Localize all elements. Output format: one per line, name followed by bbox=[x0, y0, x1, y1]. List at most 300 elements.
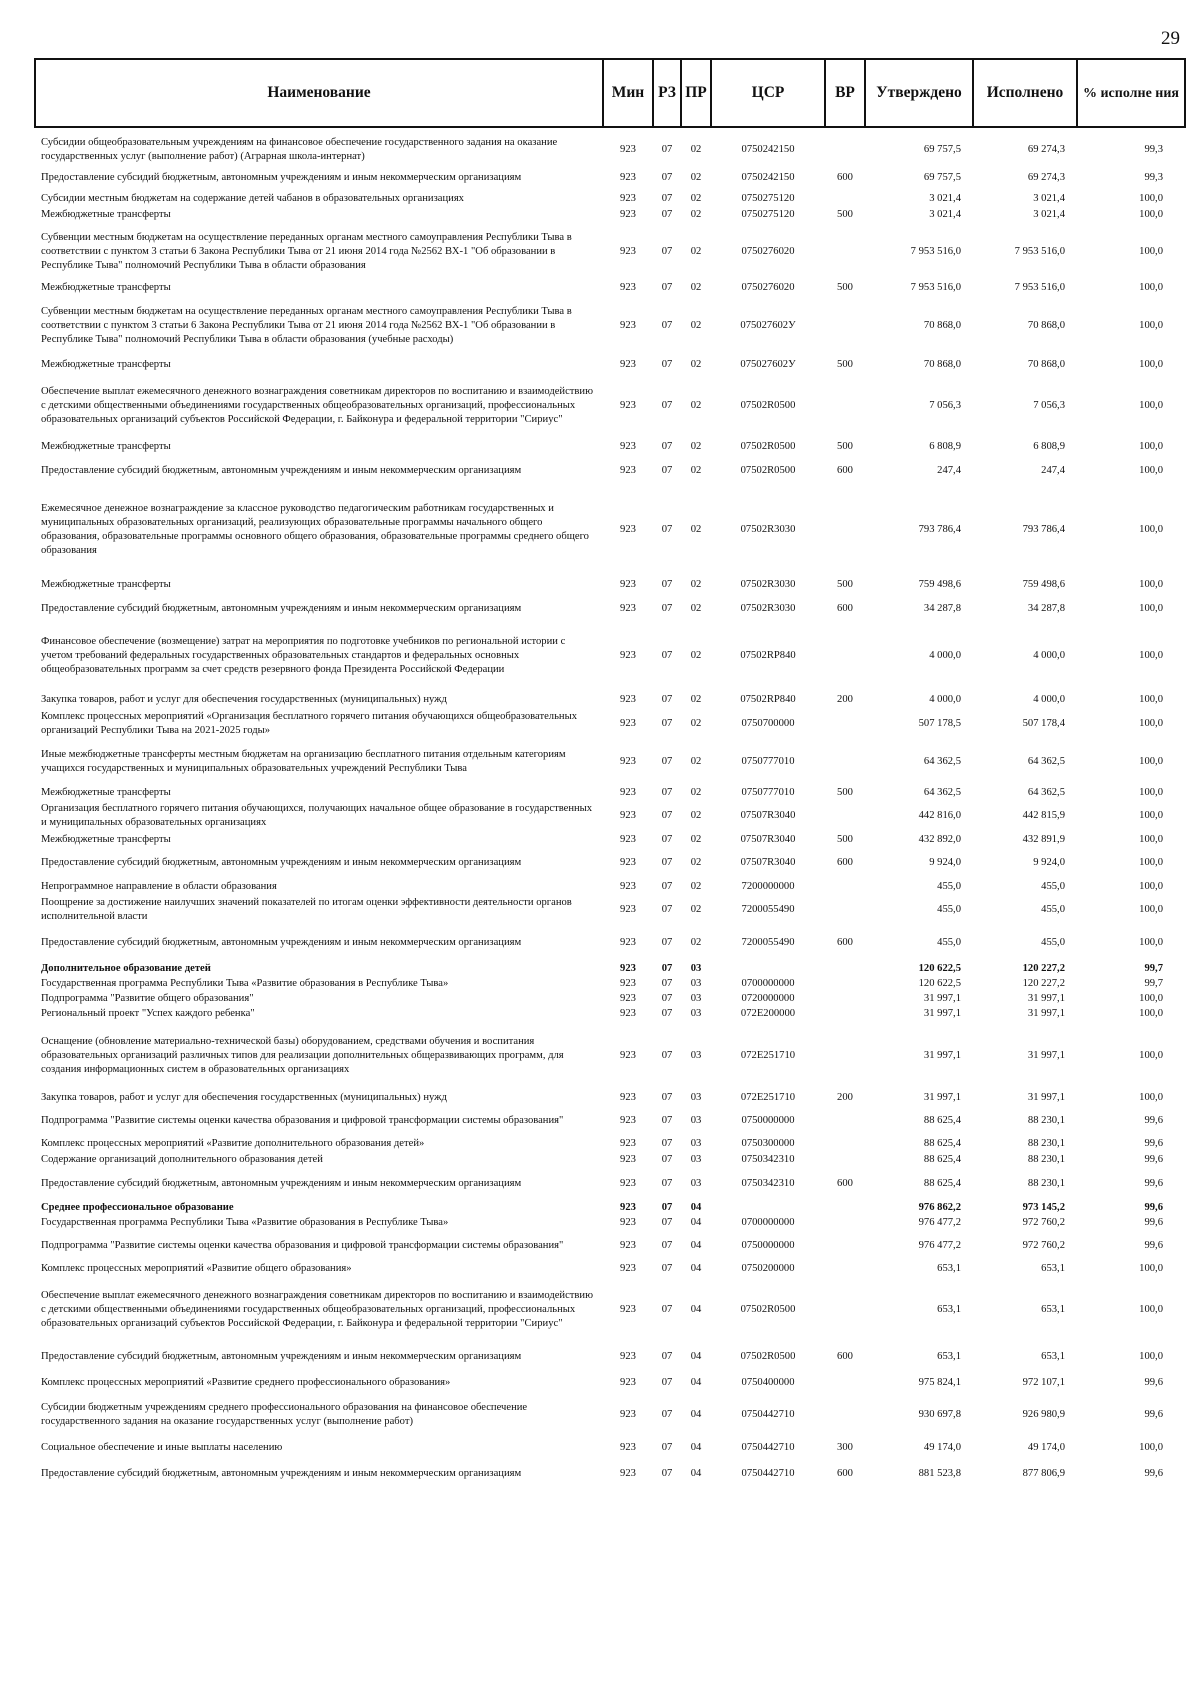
row-pr: 02 bbox=[690, 400, 702, 411]
row-rz: 07 bbox=[661, 441, 673, 452]
row-rz: 07 bbox=[661, 400, 673, 411]
header-pr: ПР bbox=[681, 59, 711, 127]
row-approved: 507 178,5 bbox=[918, 717, 961, 729]
row-percent: 100,0 bbox=[1139, 320, 1163, 331]
row-rz: 07 bbox=[661, 717, 673, 729]
row-percent: 100,0 bbox=[1139, 400, 1163, 411]
table-row bbox=[35, 621, 1185, 691]
table-row bbox=[35, 1022, 1185, 1090]
row-csr: 07502R0500 bbox=[740, 1351, 796, 1362]
row-csr: 0750000000 bbox=[741, 1115, 795, 1126]
row-csr: 0750700000 bbox=[741, 717, 795, 729]
row-min: 923 bbox=[620, 1217, 636, 1228]
row-approved: 455,0 bbox=[937, 937, 961, 948]
row-vr bbox=[825, 296, 865, 356]
row-min: 923 bbox=[620, 209, 636, 220]
row-vr: 500 bbox=[837, 833, 853, 845]
row-executed: 7 953 516,0 bbox=[1014, 282, 1065, 293]
table-row bbox=[35, 1231, 1185, 1261]
row-vr: 500 bbox=[837, 209, 853, 220]
row-csr: 0750276020 bbox=[741, 246, 795, 257]
row-executed: 9 924,0 bbox=[1033, 857, 1065, 868]
row-min: 923 bbox=[620, 693, 636, 705]
table-header bbox=[35, 59, 1185, 127]
row-pr: 04 bbox=[690, 1351, 702, 1362]
table-row bbox=[35, 848, 1185, 878]
row-min: 923 bbox=[620, 320, 636, 331]
row-csr: 072E200000 bbox=[740, 1008, 796, 1019]
row-percent: 99,6 bbox=[1144, 1201, 1163, 1213]
row-csr: 0750400000 bbox=[741, 1377, 795, 1388]
row-rz: 07 bbox=[661, 1050, 673, 1061]
row-rz: 07 bbox=[661, 143, 673, 155]
table-row bbox=[35, 356, 1185, 373]
table-row bbox=[35, 373, 1185, 439]
row-name: Предоставление субсидий бюджетным, автономным учреждениям и иным некоммерческим организациям bbox=[41, 857, 522, 868]
table-row bbox=[35, 708, 1185, 739]
row-rz: 07 bbox=[661, 358, 673, 370]
row-executed: 455,0 bbox=[1041, 937, 1065, 948]
row-name: Межбюджетные трансферты bbox=[41, 441, 171, 452]
row-percent: 100,0 bbox=[1139, 786, 1163, 798]
row-executed: 973 145,2 bbox=[1022, 1201, 1065, 1213]
row-min: 923 bbox=[620, 977, 636, 989]
row-rz: 07 bbox=[661, 1240, 673, 1251]
row-pr: 02 bbox=[690, 579, 702, 590]
row-approved: 69 757,5 bbox=[923, 172, 961, 183]
row-approved: 976 477,2 bbox=[918, 1240, 961, 1251]
row-name: Дополнительное образование детей bbox=[41, 962, 211, 974]
row-name: Предоставление субсидий бюджетным, автономным учреждениям и иным некоммерческим организациям bbox=[41, 603, 522, 614]
row-executed: 88 230,1 bbox=[1027, 1137, 1065, 1149]
row-executed: 31 997,1 bbox=[1027, 1050, 1065, 1061]
row-csr: 07502R0500 bbox=[740, 441, 796, 452]
row-percent: 100,0 bbox=[1139, 650, 1163, 661]
row-rz: 07 bbox=[661, 209, 673, 220]
row-executed: 432 891,9 bbox=[1022, 833, 1065, 845]
row-name: Ежемесячное денежное вознаграждение за классное руководство педагогическим работникам государственных и муниципальных образовательных организаций, реализующих образовательные программы начального общего образования, образовательные программы основного общего образования, образовательные программы среднего общего образования bbox=[41, 503, 589, 556]
row-vr bbox=[825, 191, 865, 206]
row-csr: 07507R3040 bbox=[740, 833, 796, 845]
row-approved: 930 697,8 bbox=[918, 1409, 961, 1420]
row-pr: 02 bbox=[690, 603, 702, 614]
row-pr: 03 bbox=[690, 1137, 702, 1149]
row-pr: 02 bbox=[690, 810, 702, 821]
row-min: 923 bbox=[620, 880, 636, 892]
row-approved: 975 824,1 bbox=[918, 1377, 961, 1388]
row-name: Закупка товаров, работ и услуг для обеспечения государственных (муниципальных) нужд bbox=[41, 1092, 447, 1103]
row-name: Подпрограмма "Развитие общего образования" bbox=[41, 992, 254, 1004]
row-min: 923 bbox=[620, 810, 636, 821]
table-row bbox=[35, 895, 1185, 925]
row-percent: 100,0 bbox=[1139, 441, 1163, 452]
row-approved: 88 625,4 bbox=[923, 1115, 961, 1126]
row-percent: 100,0 bbox=[1139, 465, 1163, 476]
table-row bbox=[35, 224, 1185, 280]
row-name: Межбюджетные трансферты bbox=[41, 579, 171, 590]
row-pr: 02 bbox=[690, 192, 702, 204]
table-row bbox=[35, 961, 1185, 976]
row-rz: 07 bbox=[661, 603, 673, 614]
table-row bbox=[35, 280, 1185, 296]
table-row bbox=[35, 1461, 1185, 1487]
row-name: Подпрограмма "Развитие системы оценки качества образования и цифровой трансформации системы образования" bbox=[41, 1240, 564, 1251]
table-row bbox=[35, 1215, 1185, 1231]
row-pr: 03 bbox=[690, 1153, 702, 1165]
table-row bbox=[35, 1136, 1185, 1151]
row-executed: 972 760,2 bbox=[1022, 1240, 1065, 1251]
row-pr: 02 bbox=[690, 358, 702, 370]
row-name: Межбюджетные трансферты bbox=[41, 358, 171, 370]
row-min: 923 bbox=[620, 833, 636, 845]
row-csr: 0750442710 bbox=[741, 1442, 795, 1453]
row-executed: 31 997,1 bbox=[1027, 1008, 1065, 1019]
row-pr: 02 bbox=[690, 465, 702, 476]
row-approved: 976 477,2 bbox=[918, 1217, 961, 1228]
row-rz: 07 bbox=[661, 1201, 673, 1213]
row-min: 923 bbox=[620, 172, 636, 183]
row-min: 923 bbox=[620, 282, 636, 293]
row-vr: 600 bbox=[837, 937, 853, 948]
row-pr: 03 bbox=[690, 962, 702, 974]
row-min: 923 bbox=[620, 1468, 636, 1479]
row-approved: 7 953 516,0 bbox=[910, 246, 961, 257]
row-name: Предоставление субсидий бюджетным, автономным учреждениям и иным некоммерческим организациям bbox=[41, 465, 522, 476]
row-name: Межбюджетные трансферты bbox=[41, 833, 171, 845]
row-pr: 03 bbox=[690, 992, 702, 1004]
table-row bbox=[35, 1395, 1185, 1435]
row-rz: 07 bbox=[661, 833, 673, 845]
row-approved: 881 523,8 bbox=[918, 1468, 961, 1479]
row-name: Комплекс процессных мероприятий «Развитие общего образования» bbox=[41, 1263, 352, 1274]
row-approved: 69 757,5 bbox=[923, 143, 961, 155]
row-percent: 100,0 bbox=[1139, 880, 1163, 892]
row-approved: 120 622,5 bbox=[918, 977, 961, 989]
row-csr: 07502R3030 bbox=[740, 603, 796, 614]
row-percent: 100,0 bbox=[1139, 579, 1163, 590]
row-percent: 100,0 bbox=[1139, 358, 1163, 370]
row-executed: 4 000,0 bbox=[1033, 693, 1065, 705]
row-min: 923 bbox=[620, 1442, 636, 1453]
header-executed: Исполнено bbox=[973, 59, 1077, 127]
row-percent: 100,0 bbox=[1139, 857, 1163, 868]
row-csr: 075027602У bbox=[740, 358, 796, 370]
row-pr: 04 bbox=[690, 1442, 702, 1453]
row-min: 923 bbox=[620, 755, 636, 767]
row-executed: 49 174,0 bbox=[1027, 1442, 1065, 1453]
row-min: 923 bbox=[620, 579, 636, 590]
row-csr: 07502R0500 bbox=[740, 465, 796, 476]
row-name: Субсидии общеобразовательным учреждениям на финансовое обеспечение государственного задания на оказание государственных услуг (выполнение работ) (Аграрная школа-интернат) bbox=[41, 136, 558, 162]
row-csr: 07502R0500 bbox=[740, 1304, 796, 1315]
row-executed: 31 997,1 bbox=[1027, 992, 1065, 1004]
row-name: Государственная программа Республики Тыва «Развитие образования в Республике Тыва» bbox=[41, 1217, 449, 1228]
row-executed: 455,0 bbox=[1041, 880, 1065, 892]
row-rz: 07 bbox=[661, 1263, 673, 1274]
row-percent: 99,3 bbox=[1144, 143, 1163, 155]
row-vr bbox=[825, 895, 865, 925]
row-approved: 70 868,0 bbox=[923, 320, 961, 331]
row-csr: 0750200000 bbox=[741, 1263, 795, 1274]
row-pr: 02 bbox=[690, 209, 702, 220]
row-approved: 247,4 bbox=[937, 465, 961, 476]
row-csr: 075027602У bbox=[740, 320, 796, 331]
row-name: Социальное обеспечение и иные выплаты населению bbox=[41, 1442, 283, 1453]
row-rz: 07 bbox=[661, 320, 673, 331]
table-row bbox=[35, 691, 1185, 708]
row-min: 923 bbox=[620, 1178, 636, 1189]
row-name: Комплекс процессных мероприятий «Организация бесплатного горячего питания обучающихся общеобразовательных организаций Республики Тыва на 2021-2025 годы» bbox=[41, 710, 577, 736]
row-name: Обеспечение выплат ежемесячного денежного вознаграждения советникам директоров по воспитанию и взаимодействию с детскими общественными объединениями государственных общеобразовательных организаций, профессиональных образовательных организаций субъектов Российской Федерации, г. Байконура и федеральной территории "Сириус" bbox=[41, 1290, 594, 1329]
row-approved: 6 808,9 bbox=[929, 441, 961, 452]
row-csr bbox=[711, 1200, 825, 1215]
row-percent: 99,6 bbox=[1144, 1240, 1163, 1251]
row-rz: 07 bbox=[661, 786, 673, 798]
row-rz: 07 bbox=[661, 962, 673, 974]
row-approved: 70 868,0 bbox=[923, 358, 961, 370]
row-approved: 976 862,2 bbox=[918, 1201, 961, 1213]
page-number: 29 bbox=[1161, 28, 1180, 49]
row-vr bbox=[825, 1395, 865, 1435]
row-csr: 072E251710 bbox=[740, 1092, 796, 1103]
header-vr: ВР bbox=[825, 59, 865, 127]
row-executed: 653,1 bbox=[1041, 1304, 1065, 1315]
row-vr bbox=[825, 739, 865, 784]
row-pr: 02 bbox=[690, 172, 702, 183]
table-row bbox=[35, 801, 1185, 831]
row-pr: 04 bbox=[690, 1240, 702, 1251]
row-pr: 02 bbox=[690, 755, 702, 767]
row-vr bbox=[825, 1215, 865, 1231]
row-approved: 31 997,1 bbox=[923, 992, 961, 1004]
row-approved: 442 816,0 bbox=[918, 810, 961, 821]
row-approved: 7 056,3 bbox=[929, 400, 961, 411]
row-vr bbox=[825, 1006, 865, 1022]
row-vr: 600 bbox=[837, 1178, 853, 1189]
row-percent: 100,0 bbox=[1139, 1351, 1163, 1362]
row-pr: 02 bbox=[690, 441, 702, 452]
row-percent: 100,0 bbox=[1139, 1092, 1163, 1103]
row-approved: 88 625,4 bbox=[923, 1137, 961, 1149]
row-approved: 120 622,5 bbox=[918, 962, 961, 974]
table-row bbox=[35, 878, 1185, 895]
row-rz: 07 bbox=[661, 1377, 673, 1388]
table-row bbox=[35, 739, 1185, 784]
row-min: 923 bbox=[620, 992, 636, 1004]
row-name: Непрограммное направление в области образования bbox=[41, 880, 277, 892]
row-approved: 455,0 bbox=[937, 880, 961, 892]
row-vr bbox=[825, 1277, 865, 1343]
row-min: 923 bbox=[620, 937, 636, 948]
table-row bbox=[35, 991, 1185, 1006]
row-min: 923 bbox=[620, 400, 636, 411]
table-row bbox=[35, 127, 1185, 165]
row-name: Оснащение (обновление материально-технической базы) оборудованием, средствами обучения и воспитания образовательных организаций различных типов для реализации дополнительных общеразвивающих программ, для создания информационных систем в образовательных организациях bbox=[41, 1036, 564, 1075]
row-name: Комплекс процессных мероприятий «Развитие дополнительного образования детей» bbox=[41, 1137, 425, 1149]
row-rz: 07 bbox=[661, 579, 673, 590]
row-vr bbox=[825, 127, 865, 165]
row-min: 923 bbox=[620, 1377, 636, 1388]
row-approved: 88 625,4 bbox=[923, 1178, 961, 1189]
row-pr: 02 bbox=[690, 320, 702, 331]
table-row bbox=[35, 925, 1185, 961]
row-executed: 4 000,0 bbox=[1033, 650, 1065, 661]
row-vr bbox=[825, 1200, 865, 1215]
row-min: 923 bbox=[620, 441, 636, 452]
row-name: Государственная программа Республики Тыва «Развитие образования в Республике Тыва» bbox=[41, 977, 449, 989]
row-percent: 100,0 bbox=[1139, 192, 1163, 204]
row-executed: 120 227,2 bbox=[1022, 977, 1065, 989]
row-vr: 200 bbox=[837, 693, 853, 705]
row-approved: 31 997,1 bbox=[923, 1092, 961, 1103]
row-rz: 07 bbox=[661, 524, 673, 535]
row-rz: 07 bbox=[661, 1137, 673, 1149]
row-percent: 99,7 bbox=[1144, 977, 1163, 989]
row-vr: 600 bbox=[837, 172, 853, 183]
row-pr: 04 bbox=[690, 1468, 702, 1479]
row-min: 923 bbox=[620, 192, 636, 204]
row-executed: 69 274,3 bbox=[1027, 143, 1065, 155]
header-name: Наименование bbox=[35, 59, 603, 127]
row-min: 923 bbox=[620, 962, 636, 974]
row-vr bbox=[825, 1371, 865, 1395]
row-rz: 07 bbox=[661, 1217, 673, 1228]
row-name: Предоставление субсидий бюджетным, автономным учреждениям и иным некоммерческим организациям bbox=[41, 937, 522, 948]
row-executed: 442 815,9 bbox=[1022, 810, 1065, 821]
row-executed: 877 806,9 bbox=[1022, 1468, 1065, 1479]
row-name: Межбюджетные трансферты bbox=[41, 282, 171, 293]
row-percent: 100,0 bbox=[1139, 717, 1163, 729]
row-vr bbox=[825, 1022, 865, 1090]
row-min: 923 bbox=[620, 1304, 636, 1315]
table-row bbox=[35, 1200, 1185, 1215]
row-name: Закупка товаров, работ и услуг для обеспечения государственных (муниципальных) нужд bbox=[41, 693, 447, 705]
row-approved: 34 287,8 bbox=[923, 603, 961, 614]
row-percent: 100,0 bbox=[1139, 282, 1163, 293]
row-executed: 926 980,9 bbox=[1022, 1409, 1065, 1420]
row-percent: 99,6 bbox=[1144, 1115, 1163, 1126]
row-vr bbox=[825, 224, 865, 280]
row-name: Субсидии бюджетным учреждениям среднего профессионального образования на финансовое обеспечение государственного задания на оказание государственных услуг (выполнение работ) bbox=[41, 1402, 528, 1427]
row-vr: 600 bbox=[837, 603, 853, 614]
row-executed: 88 230,1 bbox=[1027, 1115, 1065, 1126]
row-vr bbox=[825, 1106, 865, 1136]
row-csr: 0750242150 bbox=[741, 143, 795, 155]
row-vr bbox=[825, 621, 865, 691]
row-name: Предоставление субсидий бюджетным, автономным учреждениям и иным некоммерческим организациям bbox=[41, 1351, 522, 1362]
row-csr: 0750276020 bbox=[741, 282, 795, 293]
table-row bbox=[35, 165, 1185, 191]
row-pr: 02 bbox=[690, 786, 702, 798]
row-percent: 99,6 bbox=[1144, 1217, 1163, 1228]
header-approved: Утверждено bbox=[865, 59, 973, 127]
row-vr bbox=[825, 976, 865, 991]
row-executed: 31 997,1 bbox=[1027, 1092, 1065, 1103]
row-vr: 600 bbox=[837, 1351, 853, 1362]
row-min: 923 bbox=[620, 717, 636, 729]
row-pr: 04 bbox=[690, 1217, 702, 1228]
row-name: Комплекс процессных мероприятий «Развитие среднего профессионального образования» bbox=[41, 1377, 451, 1388]
row-vr bbox=[825, 1136, 865, 1151]
row-approved: 4 000,0 bbox=[929, 693, 961, 705]
row-vr: 200 bbox=[837, 1092, 853, 1103]
table-row bbox=[35, 573, 1185, 597]
row-percent: 100,0 bbox=[1139, 524, 1163, 535]
row-approved: 88 625,4 bbox=[923, 1153, 961, 1165]
row-executed: 69 274,3 bbox=[1027, 172, 1065, 183]
row-rz: 07 bbox=[661, 992, 673, 1004]
row-name: Организация бесплатного горячего питания обучающихся, получающих начальное общее образование в государственных и муниципальных образовательных организациях bbox=[41, 803, 593, 828]
row-min: 923 bbox=[620, 524, 636, 535]
row-rz: 07 bbox=[661, 755, 673, 767]
row-percent: 100,0 bbox=[1139, 603, 1163, 614]
row-rz: 07 bbox=[661, 810, 673, 821]
row-vr bbox=[825, 878, 865, 895]
row-approved: 31 997,1 bbox=[923, 1008, 961, 1019]
table-row bbox=[35, 191, 1185, 206]
row-pr: 03 bbox=[690, 1092, 702, 1103]
row-vr bbox=[825, 1151, 865, 1168]
row-csr: 0750300000 bbox=[741, 1137, 795, 1149]
row-percent: 100,0 bbox=[1139, 1263, 1163, 1274]
row-csr: 07502R3030 bbox=[740, 524, 796, 535]
row-executed: 6 808,9 bbox=[1033, 441, 1065, 452]
row-pr: 02 bbox=[690, 937, 702, 948]
row-vr bbox=[825, 487, 865, 573]
row-percent: 100,0 bbox=[1139, 810, 1163, 821]
row-min: 923 bbox=[620, 358, 636, 370]
row-vr bbox=[825, 1261, 865, 1277]
row-executed: 3 021,4 bbox=[1033, 192, 1065, 204]
row-pr: 02 bbox=[690, 143, 702, 155]
row-approved: 9 924,0 bbox=[929, 857, 961, 868]
table-row bbox=[35, 1435, 1185, 1461]
row-name: Обеспечение выплат ежемесячного денежного вознаграждения советникам директоров по воспитанию и взаимодействию с детскими общественными объединениями государственных общеобразовательных организаций, профессиональных образовательных организаций субъектов Российской Федерации, г. Байконура и федеральной территории "Сириус" bbox=[41, 386, 594, 425]
table-row bbox=[35, 1106, 1185, 1136]
row-csr: 0750342310 bbox=[741, 1178, 795, 1189]
table-row bbox=[35, 1168, 1185, 1200]
table-row bbox=[35, 206, 1185, 224]
row-approved: 759 498,6 bbox=[918, 579, 961, 590]
row-name: Финансовое обеспечение (возмещение) затрат на мероприятия по подготовке учебников по региональной истории с учетом требований федеральных государственных образовательных стандартов и федеральных основных общеобразовательных программ за счет средств резервного фонда Президента Российской Федерации bbox=[41, 636, 566, 675]
row-rz: 07 bbox=[661, 1115, 673, 1126]
row-executed: 64 362,5 bbox=[1027, 755, 1065, 767]
row-csr: 0720000000 bbox=[741, 992, 795, 1004]
row-executed: 7 056,3 bbox=[1033, 400, 1065, 411]
row-min: 923 bbox=[620, 1263, 636, 1274]
row-rz: 07 bbox=[661, 282, 673, 293]
row-min: 923 bbox=[620, 1008, 636, 1019]
row-min: 923 bbox=[620, 1409, 636, 1420]
row-executed: 972 760,2 bbox=[1022, 1217, 1065, 1228]
row-min: 923 bbox=[620, 1092, 636, 1103]
row-percent: 99,3 bbox=[1144, 172, 1163, 183]
row-name: Субвенции местным бюджетам на осуществление переданных органам местного самоуправления Республики Тыва в соответствии с пунктом 3 статьи 6 Закона Республики Тыва от 21 июня 2014 года №2562 ВХ-1 "Об образовании в Республике Тыва" полномочий Республики Тыва в области образования (учебные расходы) bbox=[41, 306, 572, 345]
row-percent: 99,6 bbox=[1144, 1409, 1163, 1420]
row-approved: 653,1 bbox=[937, 1263, 961, 1274]
row-csr: 7200055490 bbox=[741, 937, 795, 948]
row-min: 923 bbox=[620, 1137, 636, 1149]
row-csr: 07507R3040 bbox=[740, 810, 796, 821]
row-name: Содержание организаций дополнительного образования детей bbox=[41, 1153, 323, 1165]
table-row bbox=[35, 597, 1185, 621]
row-name: Региональный проект "Успех каждого ребенка" bbox=[41, 1008, 255, 1019]
row-name: Субвенции местным бюджетам на осуществление переданных органам местного самоуправления Республики Тыва в соответствии с пунктом 3 статьи 6 Закона Республики Тыва от 21 июня 2014 года №2562 ВХ-1 "Об образовании в Республике Тыва" полномочий Республики Тыва в области образования bbox=[41, 232, 572, 271]
row-vr bbox=[825, 991, 865, 1006]
row-csr: 0750275120 bbox=[741, 192, 795, 204]
header-csr: ЦСР bbox=[711, 59, 825, 127]
row-csr: 0750342310 bbox=[741, 1153, 795, 1165]
